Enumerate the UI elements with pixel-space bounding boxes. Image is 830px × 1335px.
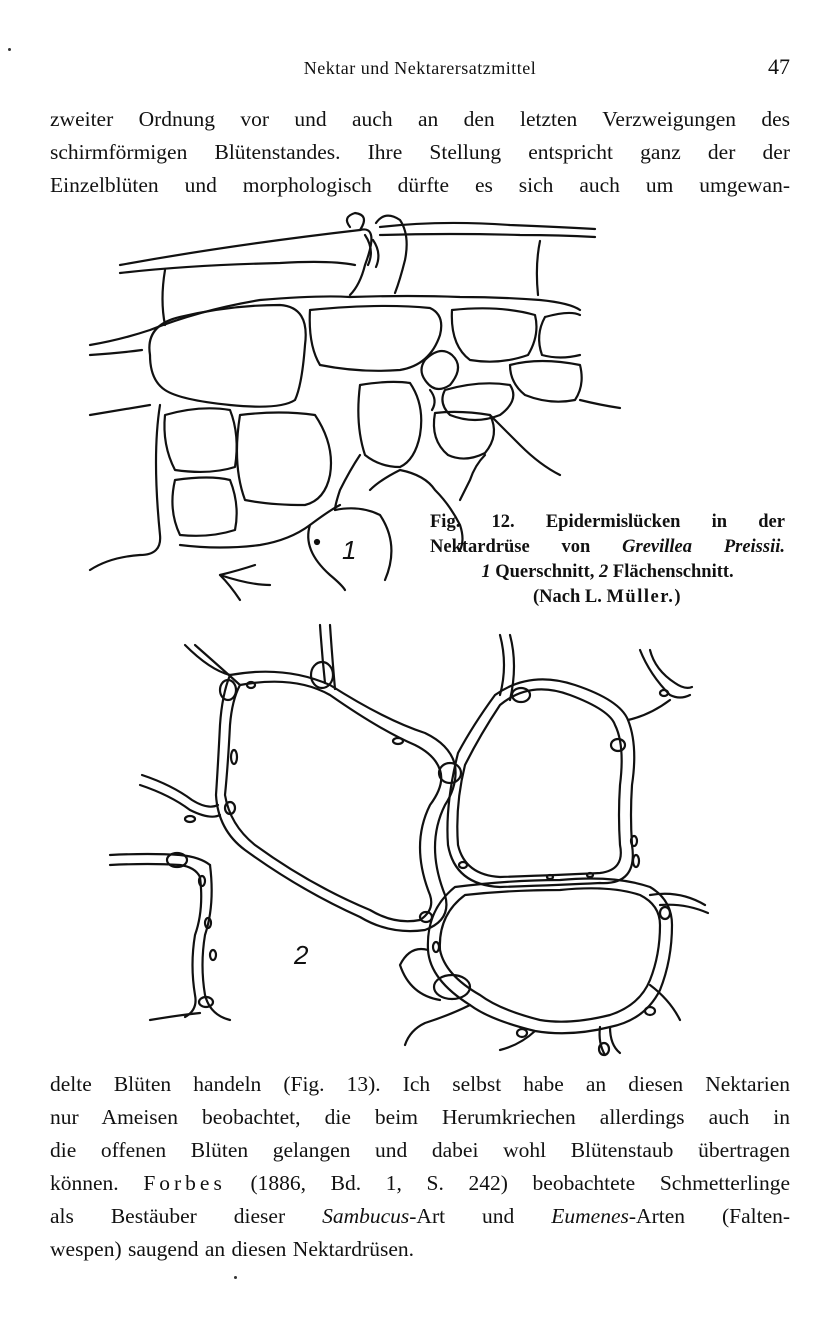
- page-number: 47: [768, 54, 790, 79]
- text-line: zweiter Ordnung vor und auch an den letzten Verzweigungen des: [50, 107, 790, 131]
- text-line: nur Ameisen beobachtet, die beim Herumkriechen allerdings auch in: [50, 1105, 790, 1129]
- text-line: delte Blüten handeln (Fig. 13). Ich selbst habe an diesen Nektarien: [50, 1072, 790, 1096]
- top-paragraph: [50, 103, 790, 202]
- text-fragment: als Bestäuber dieser: [50, 1204, 286, 1228]
- text-fragment: können.: [50, 1171, 119, 1195]
- caption-title-b: Nektardrüse von: [430, 537, 591, 557]
- running-title: Nektar und Nektarersatzmittel: [303, 58, 537, 78]
- scan-speck: [8, 48, 11, 51]
- caption-source-author: Müller.): [606, 587, 683, 607]
- caption-part2: Flächenschnitt.: [612, 562, 734, 582]
- scan-speck: [234, 1276, 237, 1279]
- figure-12: [80, 205, 800, 1065]
- caption-part1: Querschnitt,: [495, 562, 595, 582]
- author-name: Forbes: [143, 1171, 226, 1195]
- caption-line-3: [430, 560, 785, 585]
- running-head: [50, 54, 790, 84]
- text-line: Einzelblüten und morphologisch dürfte es sich auch um umgewan-: [50, 173, 790, 197]
- caption-part2-number: 2: [599, 562, 609, 582]
- caption-line-1: [430, 510, 785, 535]
- text-line: die offenen Blüten gelangen und dabei wohl Blütenstaub übertragen: [50, 1138, 790, 1162]
- surface-section-drawing: [110, 625, 708, 1055]
- caption-line-2: [430, 535, 785, 560]
- caption-fig-number: Fig. 12.: [430, 512, 515, 532]
- text-line: [50, 1167, 790, 1200]
- figure-drawing: [80, 205, 800, 1065]
- caption-line-4: [430, 585, 785, 610]
- text-fragment: -Arten (Falten-: [628, 1204, 791, 1228]
- figure-caption: [430, 510, 785, 610]
- figure-part-1-label: 1: [342, 535, 357, 565]
- text-fragment: -Art und: [409, 1204, 515, 1228]
- caption-title-a: Epidermislücken in der: [545, 512, 785, 532]
- text-fragment: (1886, Bd. 1, S. 242) beobachtete Schmetterlinge: [250, 1171, 790, 1195]
- caption-part1-number: 1: [481, 562, 491, 582]
- text-line: [50, 1200, 790, 1233]
- text-line: wespen) saugend an diesen Nektardrüsen.: [50, 1237, 414, 1261]
- genus-name: Sambucus: [322, 1204, 410, 1228]
- figure-part-2-label: 2: [294, 940, 309, 970]
- caption-species: Grevillea Preissii.: [622, 537, 785, 557]
- caption-source-prefix: (Nach L.: [532, 587, 602, 607]
- text-line: schirmförmigen Blütenstandes. Ihre Stellung entspricht ganz der der: [50, 140, 790, 164]
- genus-name: Eumenes: [551, 1204, 629, 1228]
- bottom-paragraph: [50, 1068, 790, 1266]
